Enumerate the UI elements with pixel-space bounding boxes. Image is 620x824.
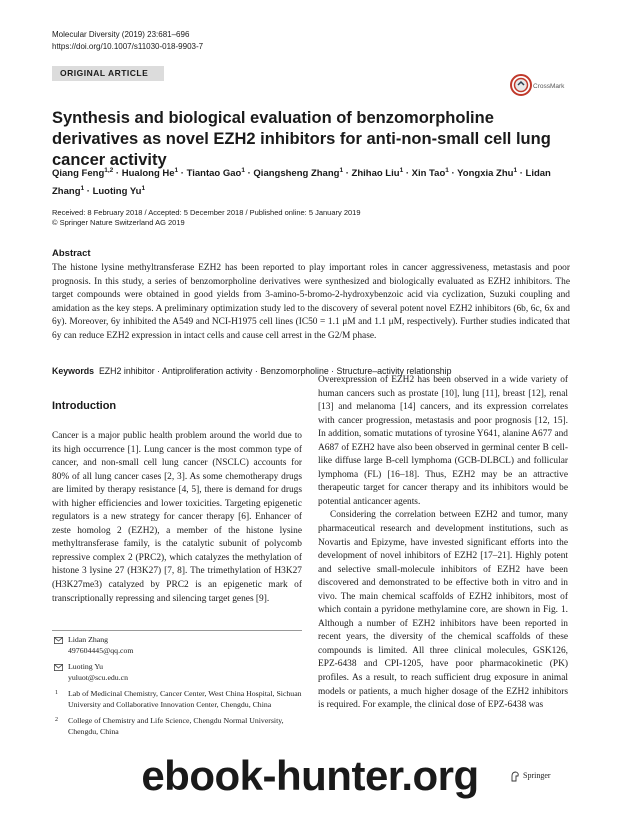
left-column	[52, 430, 302, 606]
abstract-heading: Abstract	[52, 248, 91, 259]
affiliation-2	[52, 716, 302, 737]
introduction-heading: Introduction	[52, 400, 117, 412]
affiliation-number: 2	[55, 717, 58, 723]
author[interactable]	[187, 168, 245, 179]
author-affiliation: 1	[141, 185, 146, 193]
affiliation-text: College of Chemistry and Life Science, Chengdu Normal University, Chengdu, China	[68, 716, 284, 736]
contact-email[interactable]: 497604445@qq.com	[68, 645, 134, 655]
crossmark-label: CrossMark	[533, 83, 565, 90]
author-affiliation: 1	[241, 167, 245, 174]
doi-link[interactable]: https://doi.org/10.1007/s11030-018-9903-7	[52, 42, 204, 51]
author-affiliation: 1	[80, 185, 85, 193]
author[interactable]	[253, 168, 343, 179]
author-affiliation: 1	[174, 167, 179, 174]
watermark: ebook-hunter.org	[141, 752, 479, 799]
journal-citation: Molecular Diversity (2019) 23:681–696	[52, 30, 190, 39]
author[interactable]	[93, 186, 146, 197]
abstract-body: The histone lysine methyltransferase EZH2 has been reported to play important roles in cancer aggressiveness, metastasis and poor prognosis. In this study, a series of benzomorpholine derivatives were synthesized and biologically evaluated as EZH2 inhibitors. The target compounds were obtained in good yields from 3-amino-5-bromo-2-hydroxybenzoic acid via cyclization, Suzuki coupling and amidation as the key steps. A preliminary optimization study led to the discovery of several potent novel EZH2 inhibitors (6b, 6c, 6x and 6y). Moreover, 6y inhibited the A549 and NCI-H1975 cell lines (IC50 = 1.1 μM and 1.1 μM, respectively). Further studies indicated that 6y can reduce EZH2 expression in intact cells and cause cell arrest in the G2/M phase.	[52, 263, 570, 341]
contact-name: Luoting Yu	[68, 662, 104, 671]
author[interactable]	[352, 168, 404, 179]
author-affiliation: 1	[399, 167, 404, 174]
contact-lidan-zhang	[52, 635, 302, 656]
author-affiliation: 1,2	[104, 167, 114, 174]
envelope-icon	[54, 664, 63, 671]
article-type-badge: ORIGINAL ARTICLE	[52, 66, 164, 81]
author-name: Lidan Zhang	[52, 168, 551, 198]
affiliation-number: 1	[55, 690, 58, 696]
affiliation-1	[52, 689, 302, 710]
author-affiliation: 1	[513, 167, 518, 174]
author-name: Hualong He	[121, 168, 175, 180]
author[interactable]	[412, 168, 449, 179]
footnotes	[52, 630, 302, 743]
intro-paragraph-1: Cancer is a major public health problem around the world due to its high occurrence [1]. Lung cancer is the most common type of cancer, and non-small cell lung cancer (NSCLC) accounts for 80% of all lung cancer cases [2, 3]. As some chemotherapy drugs are limited by therapy resistance [4, 5], there is demand for drugs with higher efficiencies and lower toxicities. Targeting epigenetic regulators is a new strategy for cancer therapy [6]. Enhancer of zeste homolog 2 (EZH2), a member of the histone lysine methyltransferase family, is the catalytic subunit of polycomb repressive complex 2 (PRC2), which catalyzes the methylation of histone 3 lysine 27 (H3K27) [7, 8]. The trimethylation of H3K27 (H3K27me3) catalyzed by PRC2 is an epigenetic mark of transcriptionally repressing and silencing target genes [9].	[52, 431, 302, 604]
author-name: Xin Tao	[411, 168, 446, 180]
author[interactable]	[52, 168, 113, 179]
author[interactable]	[122, 168, 178, 179]
author-name: Luoting Yu	[92, 186, 142, 198]
author-name: Zhihao Liu	[351, 168, 400, 180]
author-name: Qiangsheng Zhang	[253, 168, 340, 180]
author-list: Qiang Feng$^{1,2}$ · Hualong $He^1$ · Tiantao Gao$^1$ · Qiangsheng Zhang$^1$ · Zhihao Liu$^1$ · Xin Tao$^1$ · Yongxia Zhu$^1$ · Lidan Zhang$^1$ · Luoting Yu$^1$	[52, 167, 551, 198]
contact-email[interactable]: yuluot@scu.edu.cn	[68, 672, 129, 682]
publication-history: Received: 8 February 2018 / Accepted: 5 December 2018 / Published online: 5 January 2019	[52, 208, 361, 217]
intro-paragraph-2: Overexpression of EZH2 has been observed in a wide variety of human cancers such as prostate [10], lung [11], breast [12], renal [13] and melanoma [14] cancers, and its expression correlates with cancer progression, metastasis and poor prognosis [12, 15]. In addition, somatic mutations of tyrosine Y641, alanine A677 and A687 of EZH2 have also been observed in germinal center B cell-like diffuse large B-cell lymphoma (GCB-DLBCL) and follicular lymphoma (FL) [16–18]. Thus, EZH2 may be an attractive therapeutic target for cancer therapy and its inhibitors would be potential anticancer agents.	[318, 375, 568, 507]
author-affiliation: 1	[445, 167, 449, 174]
right-column	[318, 374, 568, 713]
keywords-text: EZH2 inhibitor · Antiproliferation activity · Benzomorpholine · Structure–activity relationship	[98, 366, 452, 376]
affiliation-text: Lab of Medicinal Chemistry, Cancer Center, West China Hospital, Sichuan University and Collaborative Innovation Center, Chengdu, China	[68, 689, 302, 709]
intro-paragraph-3: Considering the correlation between EZH2 and tumor, many pharmaceutical research and development institutions, such as Novartis and Epizyme, have invested significant efforts into the development of novel inhibitors of EZH2 [17–21]. Highly potent and selective small-molecule inhibitors of EZH2 have been discovered and demonstrated to be effective both in vitro and in vivo. The main chemical scaffolds of EZH2 inhibitors, most of which contain a pyridone methylamine core, are shown in Fig. 1. Although a number of EZH2 inhibitors have been reported in recent years, the diversity of the chemical scaffolds of these compounds is limited. All three clinical molecules, GSK126, EPZ-6438 and CPI-1205, have poor pharmacokinetic (PK) profiles. As a result, to reach sufficient drug exposure in animal models or patients, a much higher dosage of the EZH2 inhibitors is required. For example, the clinical dose of EPZ-6438 was	[318, 510, 568, 711]
author-name: Qiang Feng	[52, 168, 105, 180]
crossmark-badge[interactable]	[510, 74, 570, 100]
keywords-label: Keywords	[52, 366, 95, 376]
article-title: Synthesis and biological evaluation of benzomorpholine derivatives as novel EZH2 inhibitors for anti-non-small cell lung cancer activity	[52, 109, 551, 169]
copyright-notice: © Springer Nature Switzerland AG 2019	[52, 218, 185, 227]
author-name: Tiantao Gao	[186, 168, 242, 180]
envelope-icon	[54, 637, 63, 644]
author[interactable]	[457, 168, 517, 179]
author-name: Yongxia Zhu	[457, 168, 514, 180]
contact-luoting-yu	[52, 662, 302, 683]
crossmark-icon	[510, 74, 532, 96]
author-affiliation: 1	[339, 167, 344, 174]
contact-name: Lidan Zhang	[68, 635, 109, 644]
publisher-label: Springer	[523, 771, 551, 780]
